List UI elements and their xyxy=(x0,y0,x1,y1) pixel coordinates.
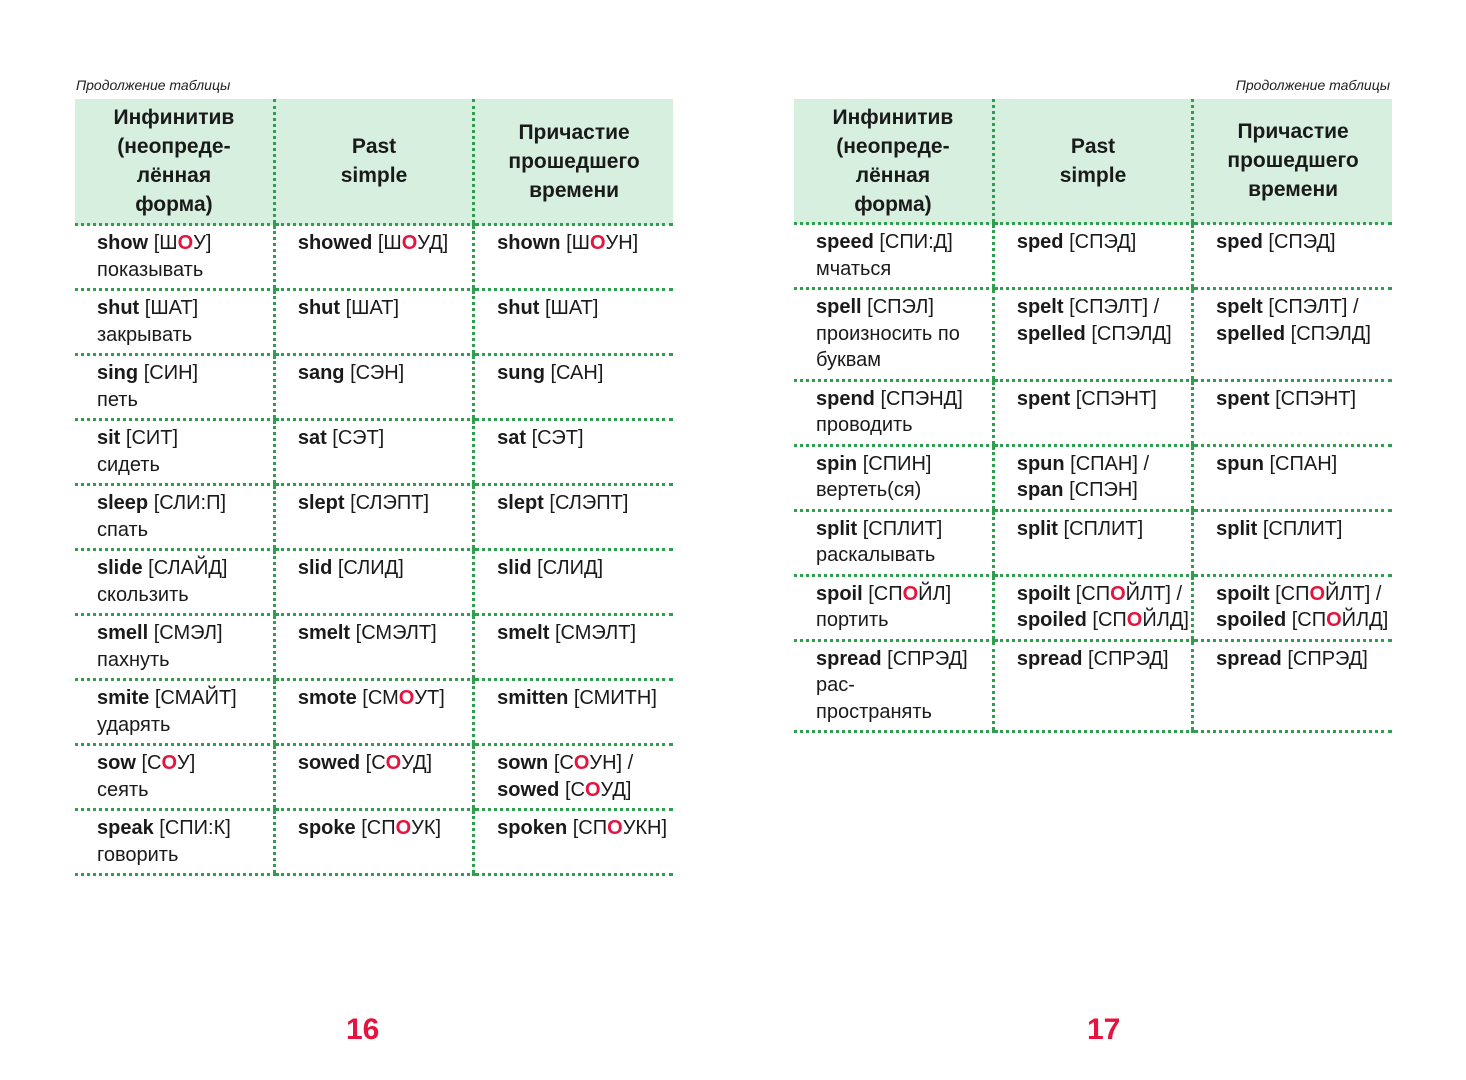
transcription: [СПОЙЛ] xyxy=(868,582,952,605)
verb-form: slid xyxy=(497,557,532,579)
translation: показывать xyxy=(97,258,204,281)
translation: пространять xyxy=(816,700,932,723)
transcription: [СПОЙЛД] xyxy=(1092,609,1189,631)
translation: проводить xyxy=(816,414,913,436)
transcription: [СПЛИТ] xyxy=(1063,517,1144,540)
stressed-vowel: О xyxy=(1126,609,1143,631)
verb-form: span xyxy=(1016,479,1064,501)
header-infinitive: Инфинитив (неопреде- лённая форма) xyxy=(794,99,993,224)
cell-participle xyxy=(474,615,673,680)
table-row xyxy=(75,290,673,355)
cell-participle xyxy=(1193,640,1392,732)
cell-past-simple xyxy=(993,224,1192,289)
cell-infinitive xyxy=(75,745,274,810)
transcription: [СМЭЛТ] xyxy=(554,622,637,644)
stressed-vowel: О xyxy=(589,232,606,254)
verb-form: slept xyxy=(497,492,544,514)
stressed-vowel: О xyxy=(177,232,194,254)
transcription: [СПЭЛТ] / xyxy=(1268,296,1359,318)
irregular-verbs-table xyxy=(75,99,673,876)
verb-form: spoiled xyxy=(1216,609,1287,631)
verb-form: spoken xyxy=(497,817,568,839)
verb-form: sing xyxy=(97,362,139,384)
continuation-note: Продолжение таблицы xyxy=(1235,77,1390,93)
translation: закрывать xyxy=(97,323,193,346)
verb-form: showed xyxy=(297,232,373,254)
transcription: [СПЭНТ] xyxy=(1275,387,1357,410)
table-body xyxy=(794,224,1392,732)
transcription: [СЭТ] xyxy=(531,427,584,449)
page-number: 17 xyxy=(1087,1013,1121,1046)
verb-form: spin xyxy=(816,452,858,475)
table-row xyxy=(75,355,673,420)
transcription: [СМАЙТ] xyxy=(154,687,237,709)
cell-participle xyxy=(474,485,673,550)
transcription: [СПЭЛТ] / xyxy=(1069,296,1160,318)
verb-form: shown xyxy=(497,232,561,254)
right-page xyxy=(733,0,1466,1080)
header-infinitive: Инфинитив (неопреде- лённая форма) xyxy=(75,99,274,225)
verb-form: shut xyxy=(97,297,140,319)
cell-infinitive xyxy=(794,445,993,510)
table-row xyxy=(75,745,673,810)
verb-form: shut xyxy=(497,297,540,319)
translation: раскалывать xyxy=(816,544,936,566)
verb-form: spun xyxy=(1016,452,1065,475)
transcription: [СПЛИТ] xyxy=(1262,517,1343,540)
verb-form: split xyxy=(1016,517,1058,540)
transcription: [СЛИД] xyxy=(337,557,404,579)
table-row xyxy=(794,380,1392,445)
transcription: [СПРЭД] рас- xyxy=(816,647,968,696)
verb-form: sat xyxy=(297,427,327,449)
transcription: [САН] xyxy=(550,362,604,384)
verb-form: show xyxy=(97,232,149,254)
translation: говорить xyxy=(97,843,179,866)
transcription: [СМОУТ] xyxy=(362,687,445,709)
cell-participle xyxy=(1193,289,1392,381)
cell-participle xyxy=(474,810,673,875)
verb-form: spent xyxy=(1216,387,1270,410)
table-row xyxy=(75,420,673,485)
cell-past-simple xyxy=(993,510,1192,575)
verb-form: speed xyxy=(816,231,874,253)
transcription: [СПРЭД] xyxy=(1087,647,1169,670)
cell-participle xyxy=(1193,575,1392,640)
verb-form: spread xyxy=(1016,647,1083,670)
header-participle: Причастие прошедшего времени xyxy=(1193,99,1392,224)
transcription: [СПОЙЛД] xyxy=(1291,609,1389,631)
cell-past-simple xyxy=(274,225,473,290)
cell-participle xyxy=(1193,510,1392,575)
cell-infinitive xyxy=(75,810,274,875)
stressed-vowel: О xyxy=(902,582,919,605)
cell-participle xyxy=(1193,380,1392,445)
stressed-vowel: О xyxy=(395,817,412,839)
transcription: [ШОУН] xyxy=(566,232,639,254)
cell-past-simple xyxy=(993,640,1192,732)
transcription: [СПАН] / xyxy=(1070,452,1149,475)
stressed-vowel: О xyxy=(385,752,402,774)
transcription: [СПЭЛД] xyxy=(1091,322,1172,345)
verb-form: smelt xyxy=(497,622,550,644)
cell-participle xyxy=(474,745,673,810)
transcription: [СОУД] xyxy=(564,778,632,801)
transcription: [СПЭН] xyxy=(1069,479,1138,501)
table-row xyxy=(794,575,1392,640)
transcription: [СИТ] xyxy=(125,427,179,449)
transcription: [СЭТ] xyxy=(332,427,385,449)
verb-form: sped xyxy=(1216,231,1263,253)
stressed-vowel: О xyxy=(573,752,590,774)
transcription: [СПИ:Д] xyxy=(879,231,953,253)
table-row xyxy=(794,289,1392,381)
transcription: [ШАТ] xyxy=(144,297,199,319)
table-row xyxy=(75,615,673,680)
cell-past-simple xyxy=(274,550,473,615)
translation: сеять xyxy=(97,778,149,801)
cell-participle xyxy=(1193,224,1392,289)
transcription: [СПЭД] xyxy=(1268,231,1336,253)
stressed-vowel: О xyxy=(1110,582,1126,605)
transcription: [СЛЭПТ] xyxy=(350,492,430,514)
stressed-vowel: О xyxy=(1326,609,1342,631)
verb-form: sung xyxy=(497,362,545,384)
cell-participle xyxy=(474,550,673,615)
translation: ударять xyxy=(97,713,171,736)
cell-past-simple xyxy=(993,289,1192,381)
transcription: [СПАН] xyxy=(1269,452,1338,475)
cell-participle xyxy=(474,420,673,485)
cell-infinitive xyxy=(75,550,274,615)
translation: сидеть xyxy=(97,453,160,476)
cell-past-simple xyxy=(274,290,473,355)
cell-infinitive xyxy=(75,355,274,420)
transcription: [СПИ:К] xyxy=(159,817,231,839)
table-header-row xyxy=(75,99,673,225)
cell-infinitive xyxy=(794,575,993,640)
verb-form: sleep xyxy=(97,492,149,514)
cell-infinitive xyxy=(794,510,993,575)
transcription: [ШОУД] xyxy=(377,232,449,254)
verb-form: slide xyxy=(97,557,143,579)
transcription: [СИН] xyxy=(143,362,199,384)
stressed-vowel: О xyxy=(401,232,418,254)
translation: петь xyxy=(97,388,138,411)
verb-form: spelt xyxy=(1216,296,1263,318)
transcription: [СЛИ:П] xyxy=(153,492,227,514)
verb-form: spread xyxy=(1216,647,1282,670)
transcription: [СЛИД] xyxy=(537,557,604,579)
header-past-simple: Past simple xyxy=(274,99,473,225)
cell-infinitive xyxy=(75,420,274,485)
table-row xyxy=(75,680,673,745)
verb-form: sowed xyxy=(497,778,560,801)
verb-form: sang xyxy=(297,362,345,384)
stressed-vowel: О xyxy=(398,687,415,709)
header-past-simple: Past simple xyxy=(993,99,1192,224)
translation: произносить по буквам xyxy=(816,322,960,371)
verb-form: spend xyxy=(816,387,875,410)
cell-past-simple xyxy=(274,745,473,810)
verb-form: spoilt xyxy=(1016,582,1071,605)
transcription: [СПЭЛ] xyxy=(867,296,934,318)
transcription: [СПОЙЛТ] / xyxy=(1075,582,1183,605)
transcription: [СПЛИТ] xyxy=(862,517,943,540)
verb-form: speak xyxy=(97,817,154,839)
transcription: [СМИТН] xyxy=(573,687,657,709)
verb-form: slept xyxy=(297,492,345,514)
translation: вертеть(ся) xyxy=(816,479,922,501)
transcription: [СМЭЛТ] xyxy=(355,622,437,644)
stressed-vowel: О xyxy=(1309,582,1325,605)
verb-form: sped xyxy=(1016,231,1064,253)
table-body xyxy=(75,225,673,875)
cell-participle xyxy=(474,290,673,355)
verb-form: split xyxy=(816,517,858,540)
cell-infinitive xyxy=(75,485,274,550)
translation: пахнуть xyxy=(97,648,170,671)
transcription: [СПЭЛД] xyxy=(1290,322,1371,345)
verb-form: sat xyxy=(497,427,527,449)
cell-past-simple xyxy=(274,355,473,420)
verb-form: split xyxy=(1216,517,1258,540)
transcription: [СПОУКН] xyxy=(572,817,668,839)
table-row xyxy=(794,510,1392,575)
verb-form: spent xyxy=(1016,387,1071,410)
transcription: [СПЭНД] xyxy=(880,387,963,410)
transcription: [ШАТ] xyxy=(544,297,599,319)
cell-infinitive xyxy=(794,640,993,732)
transcription: [СЛАЙД] xyxy=(148,557,228,579)
stressed-vowel: О xyxy=(161,752,178,774)
cell-past-simple xyxy=(274,810,473,875)
transcription: [СОУ] xyxy=(141,752,196,774)
transcription: [СПОУК] xyxy=(361,817,442,839)
table-row xyxy=(75,810,673,875)
stressed-vowel: О xyxy=(607,817,623,839)
verb-form: spread xyxy=(816,647,882,670)
translation: портить xyxy=(816,609,889,631)
cell-infinitive xyxy=(75,680,274,745)
transcription: [СПРЭД] xyxy=(1287,647,1368,670)
transcription: [ШАТ] xyxy=(345,297,400,319)
verb-form: spelt xyxy=(1016,296,1064,318)
cell-past-simple xyxy=(274,615,473,680)
verb-form: spell xyxy=(816,296,862,318)
verb-form: smitten xyxy=(497,687,569,709)
irregular-verbs-table xyxy=(794,99,1392,733)
translation: скользить xyxy=(97,583,189,606)
table-row xyxy=(794,224,1392,289)
verb-form: shut xyxy=(297,297,341,319)
cell-participle xyxy=(474,680,673,745)
table-row xyxy=(75,550,673,615)
verb-form: spelled xyxy=(1016,322,1086,345)
verb-form: sit xyxy=(97,427,121,449)
translation: мчаться xyxy=(816,257,892,280)
cell-past-simple xyxy=(274,485,473,550)
table-row xyxy=(794,640,1392,732)
cell-past-simple xyxy=(993,445,1192,510)
cell-infinitive xyxy=(75,615,274,680)
verb-form: slid xyxy=(297,557,333,579)
verb-form: spoiled xyxy=(1016,609,1087,631)
verb-form: spelled xyxy=(1216,322,1286,345)
verb-form: sow xyxy=(97,752,136,774)
stressed-vowel: О xyxy=(584,778,601,801)
verb-form: smell xyxy=(97,622,149,644)
verb-form: spun xyxy=(1216,452,1264,475)
transcription: [СМЭЛ] xyxy=(153,622,223,644)
cell-past-simple xyxy=(993,575,1192,640)
verb-form: spoke xyxy=(297,817,356,839)
cell-past-simple xyxy=(274,420,473,485)
transcription: [СЭН] xyxy=(350,362,405,384)
verb-form: sown xyxy=(497,752,549,774)
verb-form: smite xyxy=(97,687,150,709)
table-header-row xyxy=(794,99,1392,224)
cell-infinitive xyxy=(75,290,274,355)
cell-past-simple xyxy=(274,680,473,745)
transcription: [СПЭНТ] xyxy=(1075,387,1157,410)
table-row xyxy=(75,485,673,550)
transcription: [СПЭД] xyxy=(1069,231,1137,253)
transcription: [СПОЙЛТ] / xyxy=(1275,582,1382,605)
transcription: [СОУД] xyxy=(365,752,433,774)
verb-form: spoilt xyxy=(1216,582,1270,605)
verb-form: smote xyxy=(297,687,357,709)
verb-form: smelt xyxy=(297,622,351,644)
table-row xyxy=(794,445,1392,510)
cell-participle xyxy=(1193,445,1392,510)
cell-participle xyxy=(474,225,673,290)
table-row xyxy=(75,225,673,290)
transcription: [СОУН] / xyxy=(553,752,634,774)
cell-infinitive xyxy=(794,380,993,445)
continuation-note: Продолжение таблицы xyxy=(76,77,231,93)
header-participle: Причастие прошедшего времени xyxy=(474,99,673,225)
transcription: [СЛЭПТ] xyxy=(549,492,629,514)
translation: спать xyxy=(97,518,149,541)
cell-participle xyxy=(474,355,673,420)
cell-infinitive xyxy=(794,224,993,289)
verb-form: spoil xyxy=(816,582,863,605)
cell-infinitive xyxy=(75,225,274,290)
transcription: [ШОУ] xyxy=(153,232,212,254)
transcription: [СПИН] xyxy=(862,452,932,475)
verb-form: sowed xyxy=(297,752,361,774)
cell-past-simple xyxy=(993,380,1192,445)
page-number: 16 xyxy=(346,1013,380,1046)
cell-infinitive xyxy=(794,289,993,381)
